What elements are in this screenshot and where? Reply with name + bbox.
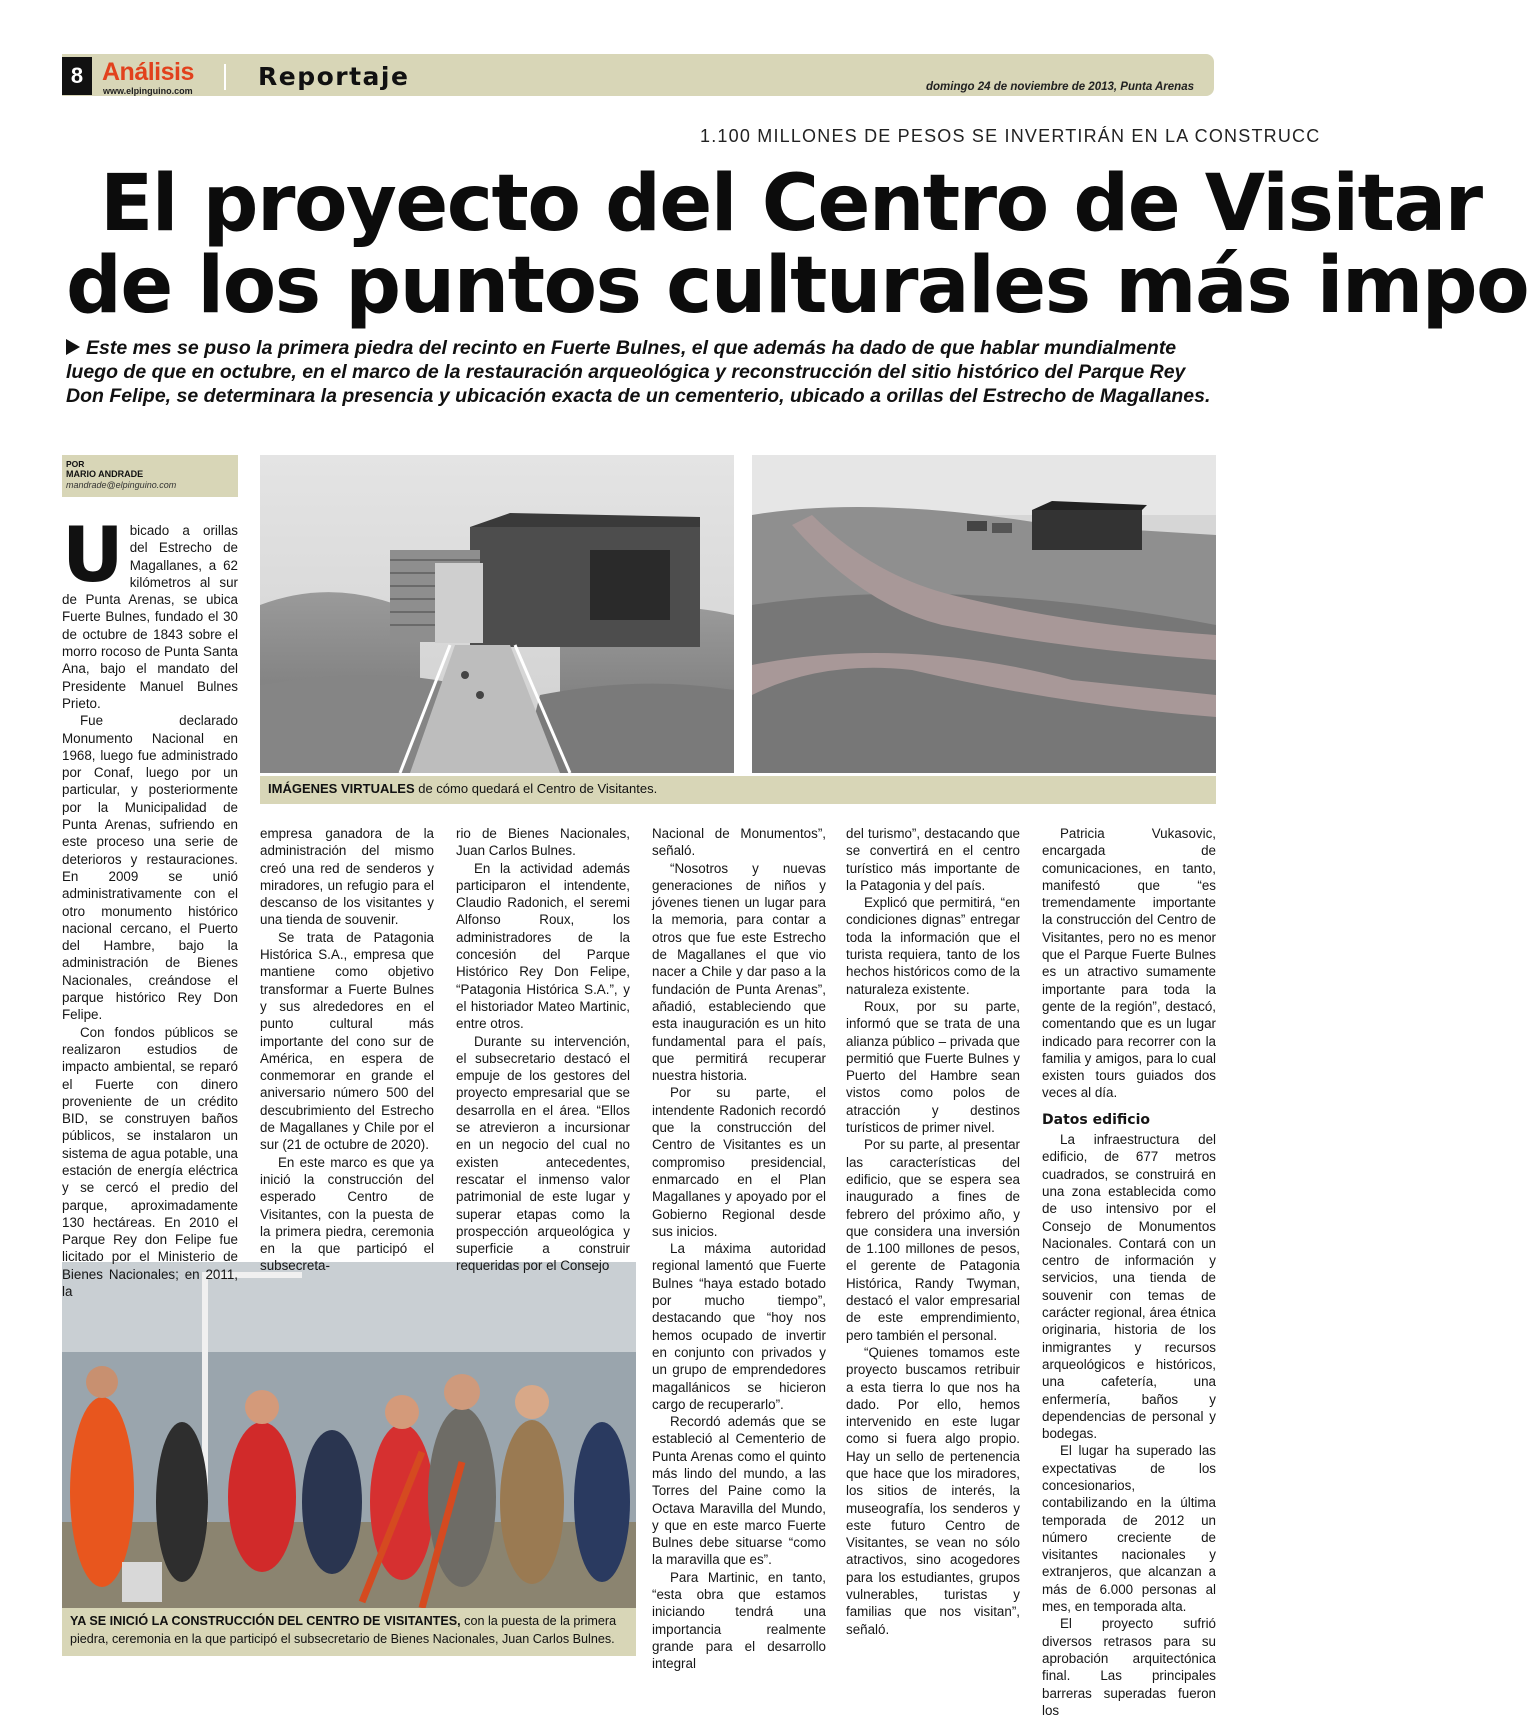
col4-p1: Nacional de Monumentos”, señaló. xyxy=(652,826,826,859)
col1-p1: bicado a orillas del Estrecho de Magallanes, a 62 kilómetros al sur de Punta Arenas, se ubica Fuerte Bulnes, fundado el 30 de octubre de 1843 sobre el morro rocoso de Punta Santa Ana, bajo el mandato del Presidente Manuel Bulnes Prieto. xyxy=(62,523,238,711)
col6-p4: El proyecto sufrió diversos retrasos para su aprobación arquitectónica final. Las principales barreras superadas fueron los xyxy=(1042,1616,1216,1718)
headline-line-1: El proyecto del Centro de Visitar xyxy=(100,159,1482,249)
headline-line-2: de los puntos culturales más impo xyxy=(66,241,1528,331)
render-aerial-image xyxy=(752,455,1216,773)
col6-p3: El lugar ha superado las expectativas de los concesionarios, contabilizando en la última temporada de 2012 un número creciente de visitantes nacionales y extranjeros, que alcanzan a más de 6.000 personas al mes, en temporada alta. xyxy=(1042,1443,1216,1615)
kicker: 1.100 MILLONES DE PESOS SE INVERTIRÁN EN LA CONSTRUCC xyxy=(700,126,1321,146)
col2-p1: empresa ganadora de la administración del mismo creó una red de senderos y miradores, un refugio para el descanso de los visitantes y una tienda de souvenir. xyxy=(260,826,434,928)
col1-paragraph xyxy=(62,510,238,712)
col1-p2: Fue declarado Monumento Nacional en 1968, luego fue administrado por Conaf, luego por un particular, y posteriormente por la Municipalidad de Punta Arenas, sufriendo en este proceso una serie de deterioros y restauraciones. En 2009 se unió administrativamente con el otro monumento histórico nacional cercano, el Puerto del Hambre, bajo la administración de Bienes Nacionales, creándose el parque histórico Rey Don Felipe. xyxy=(62,713,238,1023)
newspaper-logo[interactable]: Análisis xyxy=(102,58,194,86)
byline-author: MARIO ANDRADE xyxy=(66,469,144,479)
col6-p1: Patricia Vukasovic, encargada de comunicaciones, en tanto, manifestó que “es tremendamente importante la construcción del Centro de Visitantes, pero no es menor que el Parque Fuerte Bulnes es un atractivo sumamente importante para toda la gente de la región”, destacó, comentando que es un lugar indicado para recorrer con la familia y amigos, para lo cual existen tours guiados dos veces al día. xyxy=(1042,826,1216,1101)
col5-p2: Explicó que permitirá, “en condiciones dignas” entregar toda la información que el turista requiera, tanto de los hechos históricos como de la naturaleza existente. xyxy=(846,895,1020,997)
col3-p1: rio de Bienes Nacionales, Juan Carlos Bulnes. xyxy=(456,826,630,859)
photo1-caption xyxy=(260,776,1216,804)
section-title: Reportaje xyxy=(258,62,410,91)
photo2-caption-text: con la puesta de la primera piedra, ceremonia en la que participó el subsecretario de Bienes Nacionales, Juan Carlos Bulnes. xyxy=(70,1614,617,1646)
col5-p4: Por su parte, al presentar las características del edificio, que se espera sea inaugurado a fines de febrero del próximo año, y que considera una inversión de 1.100 millones de pesos, el gerente de Patagonia Histórica, Randy Twyman, destacó el valor empresarial de este emprendimiento, pero también el personal. xyxy=(846,1137,1020,1343)
subheading-datos-edificio: Datos edificio xyxy=(1042,1111,1150,1128)
photo2-caption xyxy=(62,1608,636,1656)
photo1-caption-text: de cómo quedará el Centro de Visitantes. xyxy=(414,781,658,796)
col4-p5: Recordó además que se estableció al Cementerio de Punta Arenas como el quinto más lindo del mundo, a las Torres del Paine como la Octava Maravilla del Mundo, y que en este marco Fuerte Bulnes debe situarse “como la maravilla que es”. xyxy=(652,1414,826,1568)
render-building-photo xyxy=(260,455,734,773)
col2-p3: En este marco es que ya inició la construcción del esperado Centro de Visitantes, con la puesta de la primera piedra, ceremonia en la que participó el subsecreta- xyxy=(260,1154,434,1274)
column-2 xyxy=(260,825,434,1275)
photo2-caption-bold: YA SE INICIÓ LA CONSTRUCCIÓN DEL CENTRO DE VISITANTES, xyxy=(70,1614,461,1628)
render-aerial-photo xyxy=(752,455,1216,773)
lead-paragraph xyxy=(66,336,1216,408)
play-triangle-icon xyxy=(66,339,80,355)
lead-text: Este mes se puso la primera piedra del recinto en Fuerte Bulnes, el que además ha dado de que hablar mundialmente luego de que en octubre, en el marco de la restauración arqueológica y reconstrucción del sitio histórico del Parque Rey Don Felipe, se determinara la presencia y ubicación exacta de un cementerio, ubicado a orillas del Estrecho de Magallanes. xyxy=(66,337,1211,407)
dropcap: U xyxy=(62,510,124,599)
byline xyxy=(62,455,238,497)
dateline: domingo 24 de noviembre de 2013, Punta Arenas xyxy=(926,81,1194,93)
column-5 xyxy=(846,825,1020,1638)
column-4 xyxy=(652,825,826,1673)
col5-p3: Roux, por su parte, informó que se trata de una alianza público – privada que permitió que Fuerte Bulnes y Puerto del Hambre sean vistos como polos de atracción y destinos turísticos de primer nivel. xyxy=(846,998,1020,1136)
col1-p3: Con fondos públicos se realizaron estudios de impacto ambiental, se reparó el Fuerte con dinero proveniente de un crédito BID, se construyen baños públicos, se instalaron un sistema de agua potable, una estación de energía eléctrica y se cercó el predio del parque, aproximadamente 130 hectáreas. En 2010 el Parque Rey don Felipe fue licitado por el Ministerio de Bienes Nacionales; en 2011, la xyxy=(62,1024,238,1300)
col4-p2: “Nosotros y nuevas generaciones de niños y jóvenes tienen un lugar para la memoria, para contar a otros que fue este Estrecho de Magallanes el que vio nacer a Chile y dar paso a la fundación de Punta Arenas”, añadió, estableciendo que esta inauguración es un hito fundamental para el país, que permitirá recuperar nuestra historia. xyxy=(652,860,826,1084)
col4-p6: Para Martinic, en tanto, “esta obra que estamos iniciando tendrá una importancia realmente grande para el desarrollo integral xyxy=(652,1569,826,1672)
column-6 xyxy=(1042,825,1216,1719)
ceremony-image xyxy=(62,1262,636,1608)
col5-p5: “Quienes tomamos este proyecto buscamos retribuir a esta tierra lo que nos ha dado. Por ello, hemos intervenido en este lugar como si fuera algo propio. Hay un sello de pertenencia que hace que los miradores, los sitios de interés, la museografía, los senderos y este futuro Centro de Visitantes, se vean no sólo atractivos, sino acogedores para los estudiantes, grupos vulnerables, turistas y familias que nos visitan”, señaló. xyxy=(846,1344,1020,1637)
column-3 xyxy=(456,825,630,1275)
col3-p2: En la actividad además participaron el intendente, Claudio Radonich, el seremi Alfonso Roux, los administradores de la concesión del Parque Histórico Rey Don Felipe, “Patagonia Histórica S.A.”, y el historiador Mateo Martinic, entre otros. xyxy=(456,860,630,1032)
col4-p3: Por su parte, el intendente Radonich recordó que la construcción del Centro de Visitantes es un compromiso presidencial, enmarcado en el Plan Magallanes y apoyado por el Gobierno Regional desde sus inicios. xyxy=(652,1085,826,1239)
col5-p1: del turismo”, destacando que se convertirá en el centro turístico más importante de la Patagonia y del país. xyxy=(846,826,1020,893)
byline-email[interactable]: mandrade@elpinguino.com xyxy=(66,480,177,490)
col6-p2: La infraestructura del edificio, de 677 metros cuadrados, se construirá en una zona establecida como de uso intensivo por el Consejo de Monumentos Nacionales. Contará con un centro de información y servicios, una tienda de souvenir con temas de carácter regional, área étnica originaria, historia de los inmigrantes y recursos arqueológicos e históricos, una cafetería, una enfermería, baños y dependencias de personal y bodegas. xyxy=(1042,1132,1216,1442)
col4-p4: La máxima autoridad regional lamentó que Fuerte Bulnes “haya estado botado por mucho tiempo”, destacando que “hoy nos hemos ocupado de invertir en conjunto con privados y un grupo de emprendedores magallánicos se hicieron cargo de recuperarlo”. xyxy=(652,1241,826,1412)
col3-p3: Durante su intervención, el subsecretario destacó el empuje de los gestores del proyecto empresarial que se desarrolla en el área. “Ellos se atrevieron a incursionar en un negocio del cual no existen antecedentes, rescatar el inmenso valor patrimonial de este lugar y superar etapas como la prospección arqueológica y superficie a construir requeridas por el Consejo xyxy=(456,1033,630,1274)
header-divider xyxy=(224,64,226,90)
headline xyxy=(0,159,1528,350)
page-number: 8 xyxy=(62,57,92,95)
photo1-caption-bold: IMÁGENES VIRTUALES xyxy=(268,781,415,796)
ceremony-photo xyxy=(62,1262,636,1608)
render-building-image xyxy=(260,455,734,773)
byline-label: POR xyxy=(66,459,85,469)
column-1 xyxy=(62,510,238,1300)
logo-url[interactable]: www.elpinguino.com xyxy=(103,86,193,96)
col2-p2: Se trata de Patagonia Histórica S.A., empresa que mantiene como objetivo transformar a Fuerte Bulnes y sus alrededores en el punto cultural más importante del cono sur de América, en espera de conmemorar en grande el aniversario número 500 del descubrimiento del Estrecho de Magallanes y Chile por el sur (21 de octubre de 2020). xyxy=(260,929,434,1153)
